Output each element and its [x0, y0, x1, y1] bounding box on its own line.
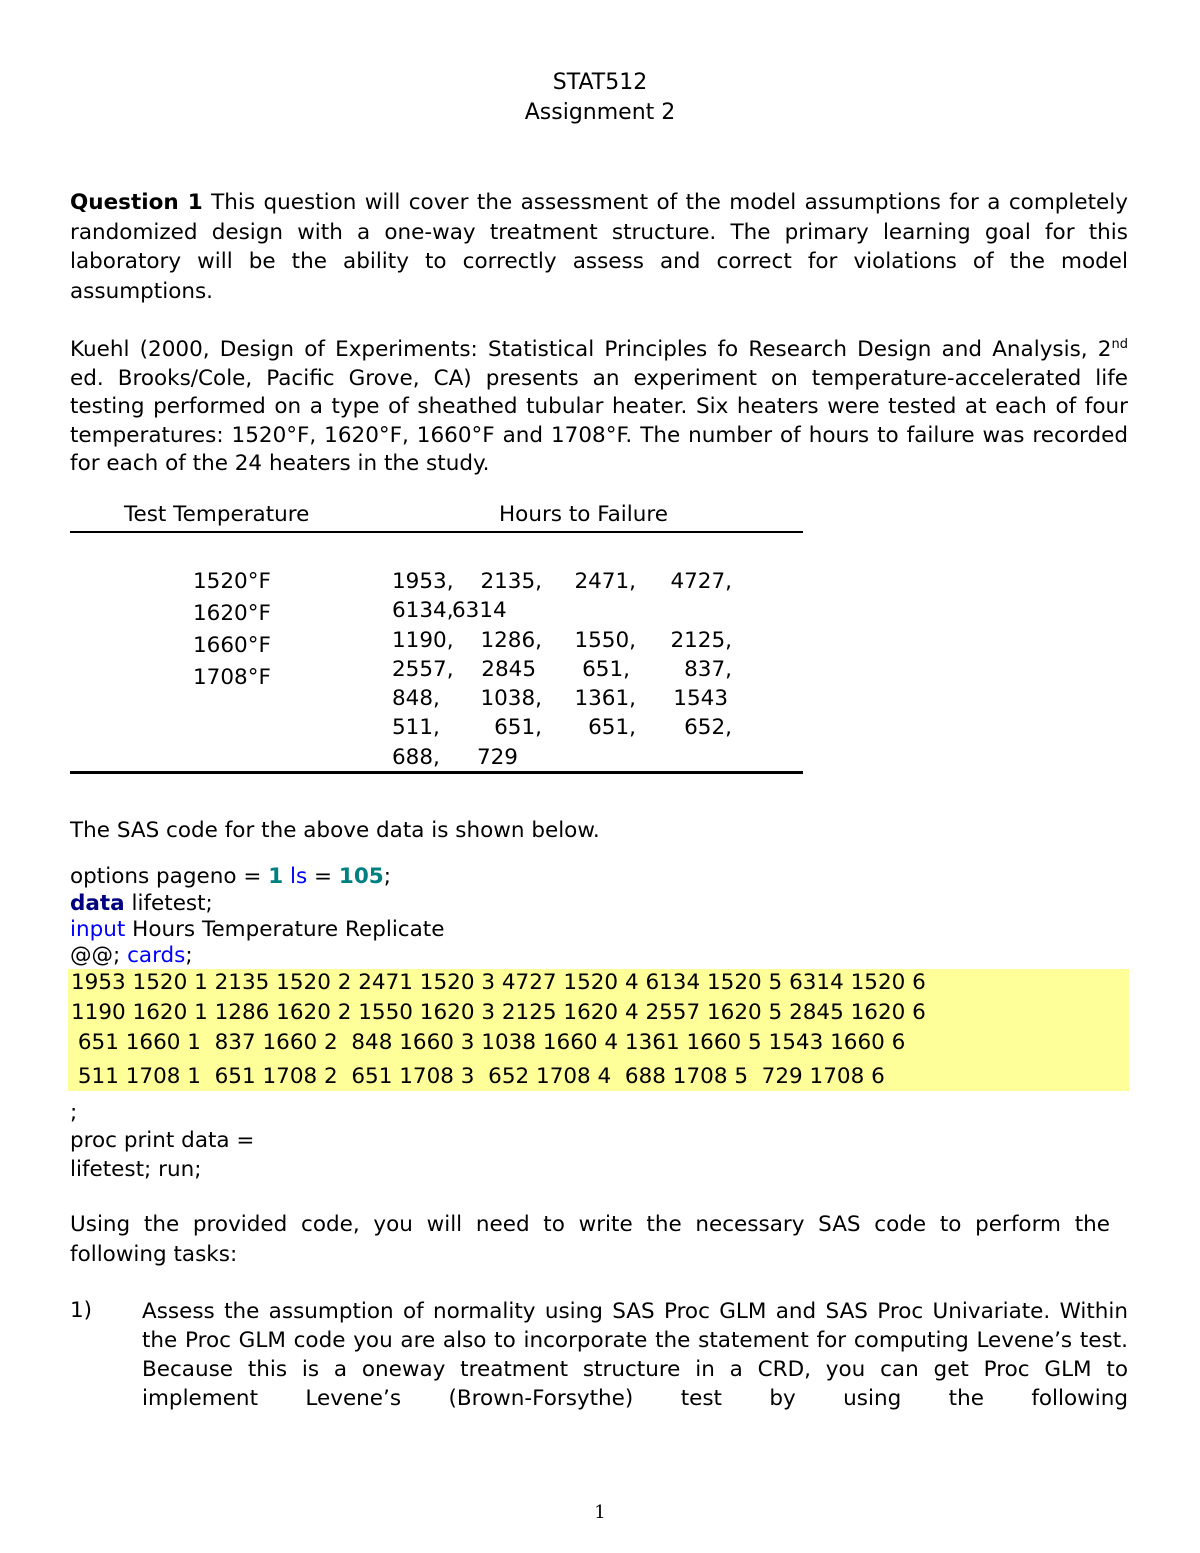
hours-cell: 1550, [574, 627, 636, 653]
sas-intro: The SAS code for the above data is shown below. [70, 818, 600, 843]
hours-cell: 1543 [673, 686, 728, 712]
code-text: ; [185, 943, 193, 968]
question-goal: The primary learning goal for this laboratory will be the ability to correctly assess and correct for violations of the model assumptions. [70, 219, 1128, 304]
hours-cell: 2845 [481, 656, 536, 682]
hours-cell: 2135, [480, 569, 542, 594]
data-line: 1190 1620 1 1286 1620 2 1550 1620 3 2125 1620 4 2557 1620 5 2845 1620 6 [71, 1000, 926, 1025]
question-label: Question 1 [70, 190, 203, 215]
table-header-hours: Hours to Failure [499, 502, 668, 527]
hours-row [392, 626, 732, 655]
code-data-line [70, 891, 213, 917]
question-intro: This question will cover the assessment of the model assumptions for a completely randomized design with a one-way treatment structure. [70, 190, 1128, 245]
hours-cell: 651, [588, 715, 636, 741]
hours-row [392, 684, 732, 713]
assignment-title: Assignment 2 [524, 100, 676, 125]
hours-row [392, 655, 732, 684]
code-proc-line-2: lifetest; run; [70, 1157, 202, 1182]
task-1-number: 1) [70, 1298, 93, 1323]
code-keyword: input [70, 917, 126, 942]
hours-cell: 1953, [392, 569, 454, 594]
kuehl-paragraph [70, 336, 1128, 479]
temperature-cell: 1708°F [193, 665, 271, 690]
temperature-cell: 1520°F [193, 569, 271, 594]
hours-cell: 1286, [480, 627, 542, 653]
kuehl-text-2: ed. Brooks/Cole, Pacific Grove, CA) presents an experiment on temperature-accelerated life testing performed on a type of sheathed tubular heater. [70, 365, 1128, 419]
hours-cell: 2471, [574, 569, 636, 594]
table-bottom-rule [70, 771, 803, 774]
hours-row [392, 567, 732, 596]
hours-cell: 651, [582, 656, 630, 682]
hours-cell: 511, [392, 715, 440, 741]
code-text: Hours Temperature Replicate [125, 917, 445, 942]
code-text: lifetest; [124, 891, 213, 916]
code-number: 1 [268, 864, 284, 889]
hours-cell: 1038, [480, 686, 542, 712]
hours-column [392, 567, 732, 772]
kuehl-text-1: Kuehl (2000, Design of Experiments: Statistical Principles fo Research Design and Analysis, 2 [70, 337, 1112, 362]
hours-cell: 1361, [574, 686, 636, 712]
code-cards-line [70, 943, 193, 969]
code-keyword: ls [290, 864, 308, 889]
data-line: 1953 1520 1 2135 1520 2 2471 1520 3 4727 1520 4 6134 1520 5 6314 1520 6 [71, 970, 926, 995]
code-text: ; [383, 864, 392, 889]
code-end-semicolon: ; [70, 1100, 78, 1125]
kuehl-text-4: The number of hours to failure was recorded for each of the 24 heaters in the study. [70, 422, 1128, 476]
hours-cell: 2557, [392, 656, 454, 682]
hours-cell: 688, [392, 744, 440, 770]
code-keyword: cards [127, 943, 186, 968]
hours-row [392, 713, 732, 742]
hours-cell: 652, [684, 715, 732, 741]
question-1-paragraph [70, 188, 1128, 306]
edition-superscript: nd [1111, 337, 1128, 352]
hours-cell: 1190, [392, 627, 454, 653]
tasks-intro: Using the provided code, you will need to write the necessary SAS code to perform the following tasks: [70, 1212, 1110, 1267]
data-line: 511 1708 1 651 1708 2 651 1708 3 652 1708 4 688 1708 5 729 1708 6 [71, 1064, 885, 1089]
code-proc-line-1: proc print data = [70, 1128, 255, 1153]
hours-cell: 848, [392, 686, 440, 712]
course-title: STAT512 [552, 70, 648, 95]
hours-cell: 6314 [452, 598, 507, 624]
hours-cell: 2125, [670, 627, 732, 653]
page-number: 1 [594, 1502, 606, 1523]
code-options-line [70, 864, 391, 890]
table-top-rule [70, 531, 803, 533]
table-header-temperature: Test Temperature [124, 502, 310, 527]
code-input-line [70, 917, 444, 943]
data-line: 651 1660 1 837 1660 2 848 1660 3 1038 1660 4 1361 1660 5 1543 1660 6 [71, 1030, 906, 1055]
code-number: 105 [338, 864, 384, 889]
code-text: = [307, 864, 339, 889]
temperature-cell: 1660°F [193, 633, 271, 658]
code-text: @@; [70, 943, 128, 968]
code-text: options pageno = [70, 864, 269, 889]
hours-cell: 6134, [392, 598, 454, 624]
hours-row [392, 743, 732, 772]
temperature-cell: 1620°F [193, 601, 271, 626]
task-1-text: Assess the assumption of normality using SAS Proc GLM and SAS Proc Univariate. Within the Proc GLM code you are also to incorporate the statement for computing Levene’s test. Because this is a oneway treatment structure in a CRD, you can get Proc GLM to implement Levene’s (Brown-Forsythe) test by using the following [142, 1299, 1128, 1411]
hours-row [392, 596, 732, 625]
hours-cell: 729 [476, 744, 518, 770]
kuehl-text-3: Six heaters were tested at each of four temperatures: 1520°F, 1620°F, 1660°F and 1708°F. [70, 394, 1128, 448]
hours-cell: 4727, [670, 569, 732, 594]
code-keyword: data [70, 891, 125, 916]
temperature-column [193, 566, 271, 694]
hours-cell: 837, [684, 656, 732, 682]
hours-cell: 651, [494, 715, 542, 741]
